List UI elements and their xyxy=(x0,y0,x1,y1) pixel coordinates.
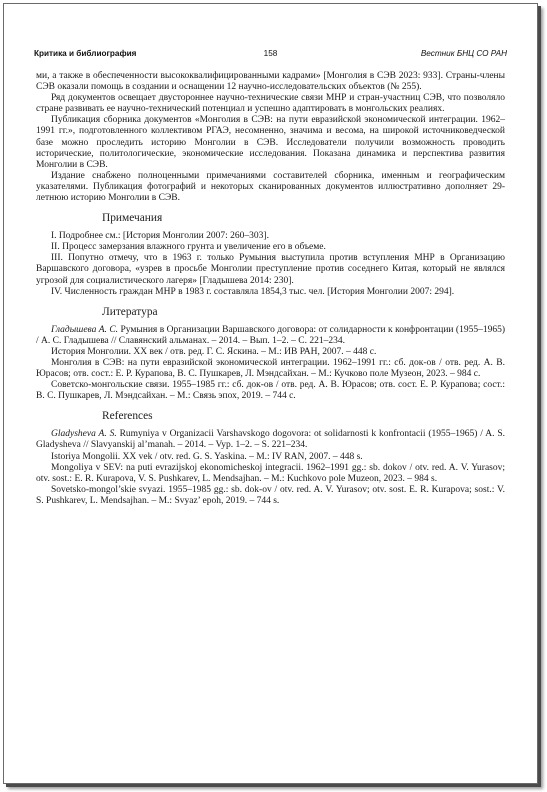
literature-text: История Монголии. XX век / отв. ред. Г. С. Яскина. – М.: ИВ РАН, 2007. – 448 с. xyxy=(51,346,377,357)
notes-heading: Примечания xyxy=(102,212,163,225)
body-paragraph: Публикация сборника документов «Монголия в СЭВ: на пути евразийской экономической интеграции. 1962–1991 гг.», подготовленного коллективом РГАЭ, несомненно, значима и весома, на широкой источниковедческой базе можно проследить историю Монголии в СЭВ. Исследователи получили возможность проводить исторические, политологические, экономические исследования. Показана динамика и перспектива развития Монголии в СЭВ. xyxy=(36,115,505,170)
note-item: IV. Численность граждан МНР в 1983 г. составляла 1854,3 тыс. чел. [История Монголии 2007: 294]. xyxy=(51,286,455,297)
reference-text: Rumyniya v Organizacii Varshavskogo dogovora: ot solidarnosti k konfrontacii (1955–1965) / A. S. Gladysheva // Slavyanskij al’manah. – 2014. – Vyp. 1–2. – S. 221–234. xyxy=(36,429,505,451)
literature-text: Советско-монгольские связи. 1955–1985 гг.: сб. док-ов / отв. ред. А. В. Юрасов; отв. сост. Е. Р. Курапова; сост.: В. С. Пушкарев, Л. Мэндсайхан. – М.: Связь эпох, 2019. – 744 с. xyxy=(36,380,505,402)
body-paragraph: ми, а также в обеспеченности высококвалифицированными кадрами» [Монголия в СЭВ 2023: 933]. Страны-члены СЭВ оказали помощь в создании и оснащении 12 научно-исследовательских объектов (№ 255). xyxy=(36,71,505,93)
note-item: III. Попутно отмечу, что в 1963 г. только Румыния выступила против вступления МНР в Организацию Варшавского договора, «узрев в просьбе Монголии преступление против соседнего Китая, который не являлся угрозой для социалистического лагеря» [Гладышева 2014: 230]. xyxy=(36,253,505,286)
literature-item xyxy=(36,358,505,380)
reference-item xyxy=(36,429,505,451)
reference-item xyxy=(36,463,505,485)
reference-item xyxy=(36,485,505,507)
running-header xyxy=(34,49,507,61)
reference-author: Gladysheva A. S. xyxy=(51,429,117,440)
body-paragraph: Издание снабжено полноценными примечаниями составителей сборника, именным и географическим указателями. Публикация фотографий и некоторых сканированных документов иллюстративно дополняет 29-летнюю историю Монголии в СЭВ. xyxy=(36,170,505,204)
references-heading: References xyxy=(102,410,153,423)
reference-item xyxy=(36,452,505,463)
reference-text: Sovetsko-mongol’skie svyazi. 1955–1985 gg.: sb. dok-ov / otv. red. A. V. Yurasov; otv. sost. E. R. Kurapova; sost.: V. S. Pushkarev, L. Mendsajhan. – M.: Svyaz’ epoh, 2019. – 744 s. xyxy=(36,484,505,506)
literature-item xyxy=(36,325,505,347)
note-item: I. Подробнее см.: [История Монголии 2007: 260–303]. xyxy=(51,231,269,242)
literature-text: Румыния в Организации Варшавского договора: от солидарности к конфронтации (1955–1965) / А. С. Гладышева // Славянский альманах. – 2014. – Вып. 1–2. – С. 221–234. xyxy=(36,324,505,346)
journal-title: Вестник БНЦ СО РАН xyxy=(420,49,507,58)
literature-item xyxy=(36,347,505,358)
literature-text: Монголия в СЭВ: на пути евразийской экономической интеграции. 1962–1991 гг.: сб. док-ов / отв. ред. А. В. Юрасов; отв. сост.: Е. Р. Курапова, В. С. Пушкарев, Л. Мэндсайхан. – М.: Кучково поле Музеон, 2023. – 984 с. xyxy=(36,357,505,380)
note-item: II. Процесс замерзания влажного грунта и увеличение его в объеме. xyxy=(51,242,326,253)
section-title: Критика и библиография xyxy=(34,49,137,58)
literature-author: Гладышева А. С. xyxy=(51,324,119,335)
literature-heading: Литература xyxy=(102,305,158,318)
literature-item xyxy=(36,380,505,402)
page-number: 158 xyxy=(263,49,278,58)
page xyxy=(3,3,538,784)
reference-text: Mongoliya v SEV: na puti evrazijskoj ekonomicheskoj integracii. 1962–1991 gg.: sb. dokov / otv. red. A. V. Yurasov; otv. sost.: E. R. Kurapova, V. S. Pushkarev, L. Mendsajhan. – M.: Kuchkovo pole Muzeon, 2023. – 984 s. xyxy=(36,462,505,484)
reference-text: Istoriya Mongolii. XX vek / otv. red. G. S. Yaskina. – M.: IV RAN, 2007. – 448 s. xyxy=(51,451,363,462)
body-paragraph: Ряд документов освещает двустороннее научно-технические связи МНР и стран-участниц СЭВ, что позволяло стране развивать ее научно-технический потенциал и успешно адаптировать в монгольских реалиях. xyxy=(36,93,505,115)
article-content xyxy=(36,71,505,507)
